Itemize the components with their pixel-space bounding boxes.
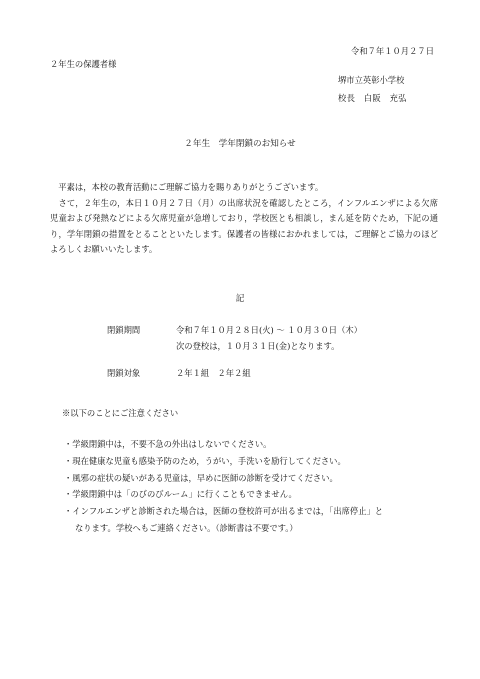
closure-target-value: ２年１組 ２年２組 xyxy=(176,368,251,378)
next-school-day-note: 次の登校は，１０月３１日(金)となります。 xyxy=(176,341,340,351)
caution-item: ・風邪の症状の疑いがある児童は，早めに医師の診断を受けてください。 xyxy=(64,472,338,483)
document-date: 令和７年１０月２７日 xyxy=(351,46,434,56)
caution-heading: ※以下のことにご注意ください xyxy=(62,408,179,418)
closure-period-value: 令和７年１０月２８日(火) 〜 １０月３０日（木） xyxy=(176,325,362,335)
body-paragraph-notice: さて，２年生の，本日１０月２７日（月）の出席状況を確認したところ，インフルエンザによる欠席児童および発熱などによる欠席児童が急増しており，学校医とも相談し，まん延を防ぐため，下記の通り，学年閉鎖の措置をとることといたします。保護者の皆様におかれましては，ご理解とご協力のほどよろしくお願いいたします。 xyxy=(50,197,438,254)
caution-item: ・現在健康な児童も感染予防のため，うがい，手洗いを励行してください。 xyxy=(64,455,346,466)
caution-item-continuation: なります。学校へもご連絡ください。（診断書は不要です。） xyxy=(75,522,298,533)
closure-target-label: 閉鎖対象 xyxy=(107,368,141,378)
closure-period-label: 閉鎖期間 xyxy=(107,325,141,335)
body-text xyxy=(50,180,438,258)
school-name: 堺市立英彰小学校 xyxy=(338,75,405,85)
caution-list xyxy=(64,436,442,537)
principal-name: 校長 白阪 充弘 xyxy=(338,93,407,103)
body-paragraph-greeting: 平素は，本校の教育活動にご理解ご協力を賜りありがとうございます。 xyxy=(50,182,324,192)
ki-heading: 記 xyxy=(235,294,245,304)
document-title: ２年生 学年閉鎖のお知らせ xyxy=(184,139,296,149)
addressee: ２年生の保護者様 xyxy=(50,59,117,69)
caution-item: ・インフルエンザと診断された場合は，医師の登校許可が出るまでは，「出席停止」と xyxy=(64,506,384,517)
caution-item: ・学級閉鎖中は「のびのびルーム」に行くこともできません。 xyxy=(64,489,297,500)
caution-item: ・学級閉鎖中は，不要不急の外出はしないでください。 xyxy=(64,439,272,449)
